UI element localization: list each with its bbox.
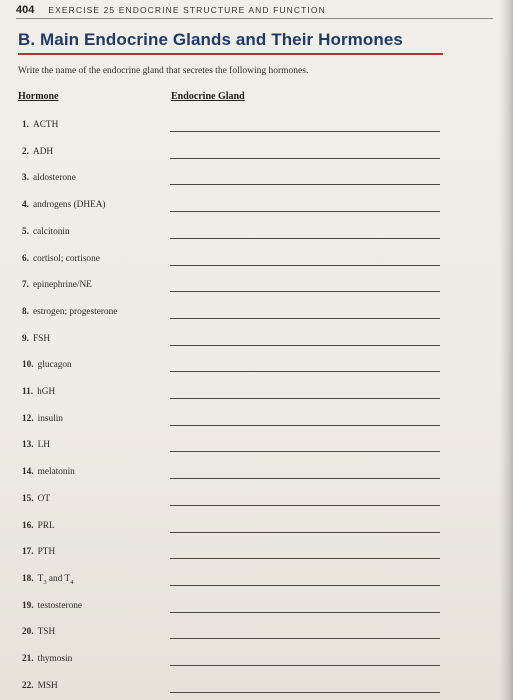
hormone-name: epinephrine/NE bbox=[32, 280, 92, 291]
hormone-name: melatonin bbox=[37, 467, 75, 478]
hormone-name: TSH bbox=[37, 627, 56, 638]
list-item bbox=[22, 654, 447, 668]
hormone-name: thymosin bbox=[37, 654, 73, 664]
answer-line[interactable] bbox=[170, 211, 440, 212]
answer-line[interactable] bbox=[170, 184, 440, 185]
column-header-gland: Endocrine Gland bbox=[171, 91, 245, 102]
answer-line[interactable] bbox=[170, 692, 440, 693]
item-number: 20. bbox=[22, 627, 34, 638]
list-item bbox=[22, 467, 447, 481]
answer-line[interactable] bbox=[170, 238, 440, 239]
hormone-name: cortisol; cortisone bbox=[32, 253, 100, 264]
hormone-name: calcitonin bbox=[32, 226, 70, 237]
list-item bbox=[22, 440, 447, 454]
answer-line[interactable] bbox=[170, 425, 440, 426]
list-item bbox=[22, 681, 447, 695]
list-item bbox=[22, 334, 447, 348]
item-number: 19. bbox=[22, 600, 34, 611]
list-item bbox=[22, 627, 447, 641]
instructions: Write the name of the endocrine gland that secretes the following hormones. bbox=[18, 66, 309, 76]
answer-line[interactable] bbox=[170, 612, 440, 613]
list-item bbox=[22, 173, 447, 187]
hormone-name: insulin bbox=[37, 413, 63, 424]
item-number: 18. bbox=[22, 573, 34, 584]
answer-line[interactable] bbox=[170, 558, 440, 559]
item-number: 13. bbox=[22, 440, 34, 451]
hormone-name: ACTH bbox=[32, 120, 59, 130]
list-item bbox=[22, 254, 447, 268]
list-item bbox=[22, 387, 447, 401]
item-number: 3. bbox=[22, 173, 29, 184]
item-number: 4. bbox=[22, 200, 29, 211]
item-number: 12. bbox=[22, 413, 34, 424]
hormone-name: hGH bbox=[37, 387, 56, 397]
answer-line[interactable] bbox=[170, 158, 440, 159]
item-number: 10. bbox=[22, 360, 34, 371]
hormone-name: glucagon bbox=[37, 360, 72, 371]
hormone-name: $T_3$ and $T_4$ bbox=[37, 573, 74, 586]
answer-line[interactable] bbox=[170, 451, 440, 452]
hormone-name: FSH bbox=[32, 333, 51, 344]
answer-line[interactable] bbox=[170, 131, 440, 132]
column-header-hormone: Hormone bbox=[18, 91, 59, 102]
section-title: B. Main Endocrine Glands and Their Hormones bbox=[18, 30, 403, 49]
hormone-name: estrogen; progesterone bbox=[32, 306, 118, 317]
list-item bbox=[22, 307, 447, 321]
hormone-name: aldosterone bbox=[32, 173, 76, 184]
answer-line[interactable] bbox=[170, 265, 440, 266]
list-item bbox=[22, 147, 447, 161]
hormone-name: testosterone bbox=[37, 600, 83, 611]
answer-line[interactable] bbox=[170, 665, 440, 666]
answer-line[interactable] bbox=[170, 318, 440, 319]
answer-line[interactable] bbox=[170, 505, 440, 506]
item-number: 6. bbox=[22, 253, 29, 264]
answer-line[interactable] bbox=[170, 478, 440, 479]
page-header bbox=[16, 4, 493, 19]
hormone-name: androgens (DHEA) bbox=[32, 200, 106, 211]
answer-line[interactable] bbox=[170, 345, 440, 346]
answer-line[interactable] bbox=[170, 585, 440, 586]
list-item bbox=[22, 494, 447, 508]
item-number: 7. bbox=[22, 280, 29, 291]
page-edge-shadow bbox=[499, 0, 513, 700]
list-item bbox=[22, 280, 447, 294]
list-item bbox=[22, 120, 447, 134]
item-number: 16. bbox=[22, 520, 34, 531]
item-number: 8. bbox=[22, 306, 29, 317]
list-item bbox=[22, 574, 447, 588]
hormone-name: PTH bbox=[37, 547, 56, 558]
title-underline bbox=[18, 53, 443, 55]
hormone-name: ADH bbox=[32, 146, 54, 157]
list-item bbox=[22, 521, 447, 535]
answer-line[interactable] bbox=[170, 371, 440, 372]
item-number: 5. bbox=[22, 226, 29, 237]
page-number: 404 bbox=[16, 4, 35, 16]
item-number: 22. bbox=[22, 680, 34, 691]
hormone-name: PRL bbox=[37, 520, 55, 531]
list-item bbox=[22, 547, 447, 561]
item-number: 14. bbox=[22, 467, 34, 478]
answer-line[interactable] bbox=[170, 291, 440, 292]
answer-line[interactable] bbox=[170, 638, 440, 639]
item-number: 2. bbox=[22, 146, 29, 157]
list-item bbox=[22, 414, 447, 428]
list-item bbox=[22, 360, 447, 374]
answer-line[interactable] bbox=[170, 532, 440, 533]
item-number: 1. bbox=[22, 120, 29, 130]
list-item bbox=[22, 200, 447, 214]
hormone-name: MSH bbox=[37, 680, 58, 691]
item-number: 15. bbox=[22, 493, 34, 504]
answer-line[interactable] bbox=[170, 398, 440, 399]
item-number: 17. bbox=[22, 547, 34, 558]
list-item bbox=[22, 227, 447, 241]
hormone-name: LH bbox=[37, 440, 51, 451]
list-item bbox=[22, 601, 447, 615]
hormone-name: OT bbox=[37, 493, 51, 504]
exercise-title: EXERCISE 25 ENDOCRINE STRUCTURE AND FUNCTION bbox=[48, 5, 326, 15]
item-number: 11. bbox=[22, 387, 34, 397]
item-number: 21. bbox=[22, 654, 34, 664]
item-number: 9. bbox=[22, 333, 29, 344]
